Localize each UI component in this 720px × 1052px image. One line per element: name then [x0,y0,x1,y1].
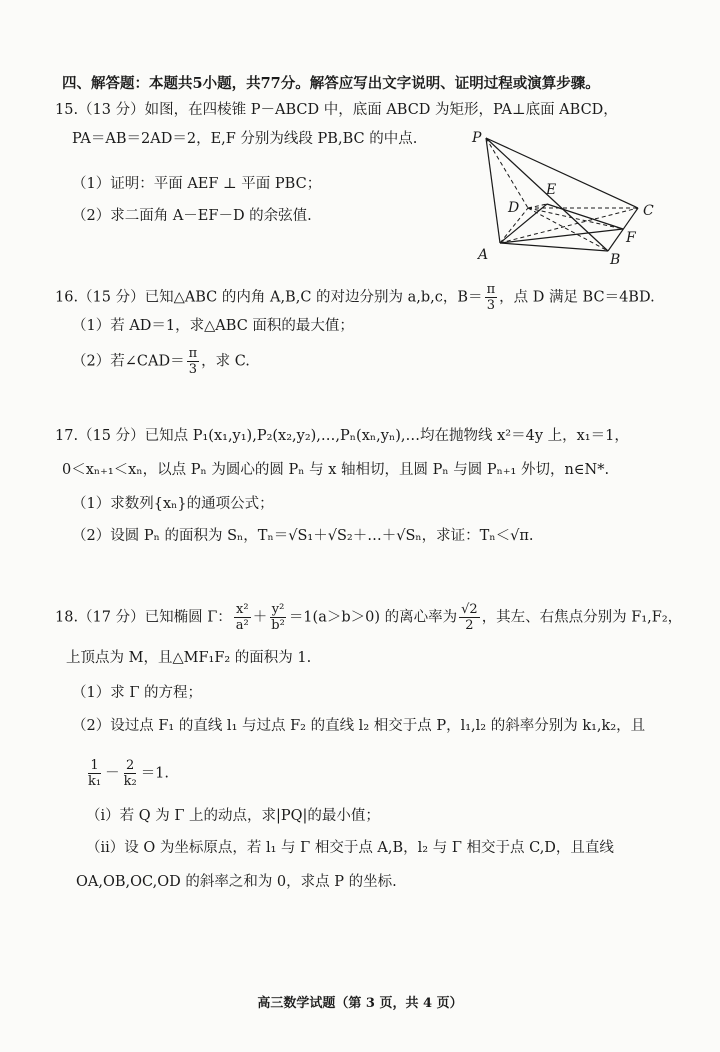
two-over-k2-fraction [122,758,139,789]
label-F: F [626,230,636,246]
q18-condition [84,758,169,789]
segment-DF [528,208,623,229]
frac-den: b² [271,618,285,633]
q17-line2: 0＜xₙ₊₁＜xₙ，以点 Pₙ 为圆心的圆 Pₙ 与 x 轴相切，且圆 Pₙ 与圆 Pₙ₊₁ 外切，n∈N*. [62,462,610,478]
label-C: C [643,203,654,219]
frac-den: 2 [465,618,474,633]
pyramid-figure [470,128,680,268]
q16-part2-a: （2）若∠CAD＝ [72,353,185,370]
frac-num: √2 [461,602,478,617]
q16-part2-b: ，求 C. [201,353,250,370]
q15-line2: PA＝AB＝2AD＝2，E,F 分别为线段 PB,BC 的中点. [72,131,418,147]
eccentricity-fraction [459,602,480,633]
frac-den: 3 [188,362,197,377]
q18-line1-a: 18.（17 分）已知椭圆 Γ： [55,609,232,626]
edge-PD [486,138,528,208]
q16-line1-b: ，点 D 满足 BC＝4BD. [499,289,655,306]
label-P: P [472,130,482,146]
q15-part2: （2）求二面角 A－EF－D 的余弦值. [72,208,312,224]
frac-num: π [188,346,198,361]
q16-line1 [55,282,655,313]
edge-PA [486,138,500,243]
q16-part1: （1）若 AD＝1，求△ABC 面积的最大值； [72,318,354,334]
label-B: B [610,252,621,268]
q17-part2: （2）设圆 Pₙ 的面积为 Sₙ，Tₙ＝√S₁＋√S₂＋…＋√Sₙ，求证：Tₙ＜√π. [72,528,534,544]
label-A: A [478,247,489,263]
section-header: 四、解答题：本题共5小题，共77分。解答应写出文字说明、证明过程或演算步骤。 [62,75,600,92]
q18-part1: （1）求 Γ 的方程； [72,685,203,701]
q18-line2: 上顶点为 M，且△MF₁F₂ 的面积为 1. [66,650,312,666]
pi-over-3-fraction [485,282,498,313]
frac-den: k₂ [123,774,137,789]
q18-line1-b: ＝1(a＞b＞0) 的离心率为 [288,609,458,626]
frac-den: a² [235,618,249,633]
pi-over-3-fraction-2 [187,346,200,377]
q18-sub-ii-2: OA,OB,OC,OD 的斜率之和为 0，求点 P 的坐标. [76,874,397,890]
q15-line1: 15.（13 分）如图，在四棱锥 P－ABCD 中，底面 ABCD 为矩形，PA⊥底面 ABCD， [55,102,618,118]
q16-line1-a: 16.（15 分）已知△ABC 的内角 A,B,C 的对边分别为 a,b,c，B＝ [55,289,483,306]
q16-part2 [72,346,250,377]
frac-num: x² [236,602,249,617]
segment-AF [500,229,623,243]
q18-line1 [55,602,682,633]
y-squared-fraction [269,602,287,633]
edge-PC [486,138,638,208]
q18-line1-c: ，其左、右焦点分别为 F₁,F₂， [481,609,683,626]
q18-sub-ii-1: （ii）设 O 为坐标原点，若 l₁ 与 Γ 相交于点 A,B，l₂ 与 Γ 相交于点 C,D，且直线 [86,840,614,856]
frac-num: π [486,282,496,297]
frac-den: 3 [486,298,495,313]
edge-AB [500,243,608,251]
frac-num: 2 [126,758,135,773]
q15-part1: （1）证明：平面 AEF ⊥ 平面 PBC； [72,176,322,192]
plus-sign: ＋ [252,609,268,626]
q17-part1: （1）求数列{xₙ}的通项公式； [72,496,274,512]
x-squared-fraction [234,602,251,633]
label-E: E [546,182,557,198]
frac-den: k₁ [88,774,102,789]
minus-sign: － [105,765,120,782]
q18-sub-i: （i）若 Q 为 Γ 上的动点，求|PQ|的最小值； [86,808,380,824]
page-footer: 高三数学试题（第 3 页，共 4 页） [257,996,463,1011]
frac-num: y² [271,602,285,617]
label-D: D [508,200,520,216]
q17-line1: 17.（15 分）已知点 P₁(x₁,y₁),P₂(x₂,y₂),…,Pₙ(xₙ,yₙ),…均在抛物线 x²＝4y 上，x₁＝1， [55,428,629,444]
frac-num: 1 [90,758,99,773]
one-over-k1-fraction [86,758,103,789]
q18-part2: （2）设过点 F₁ 的直线 l₁ 与过点 F₂ 的直线 l₂ 相交于点 P，l₁,l₂ 的斜率分别为 k₁,k₂，且 [72,718,646,734]
condition-tail: ＝1. [140,765,170,782]
